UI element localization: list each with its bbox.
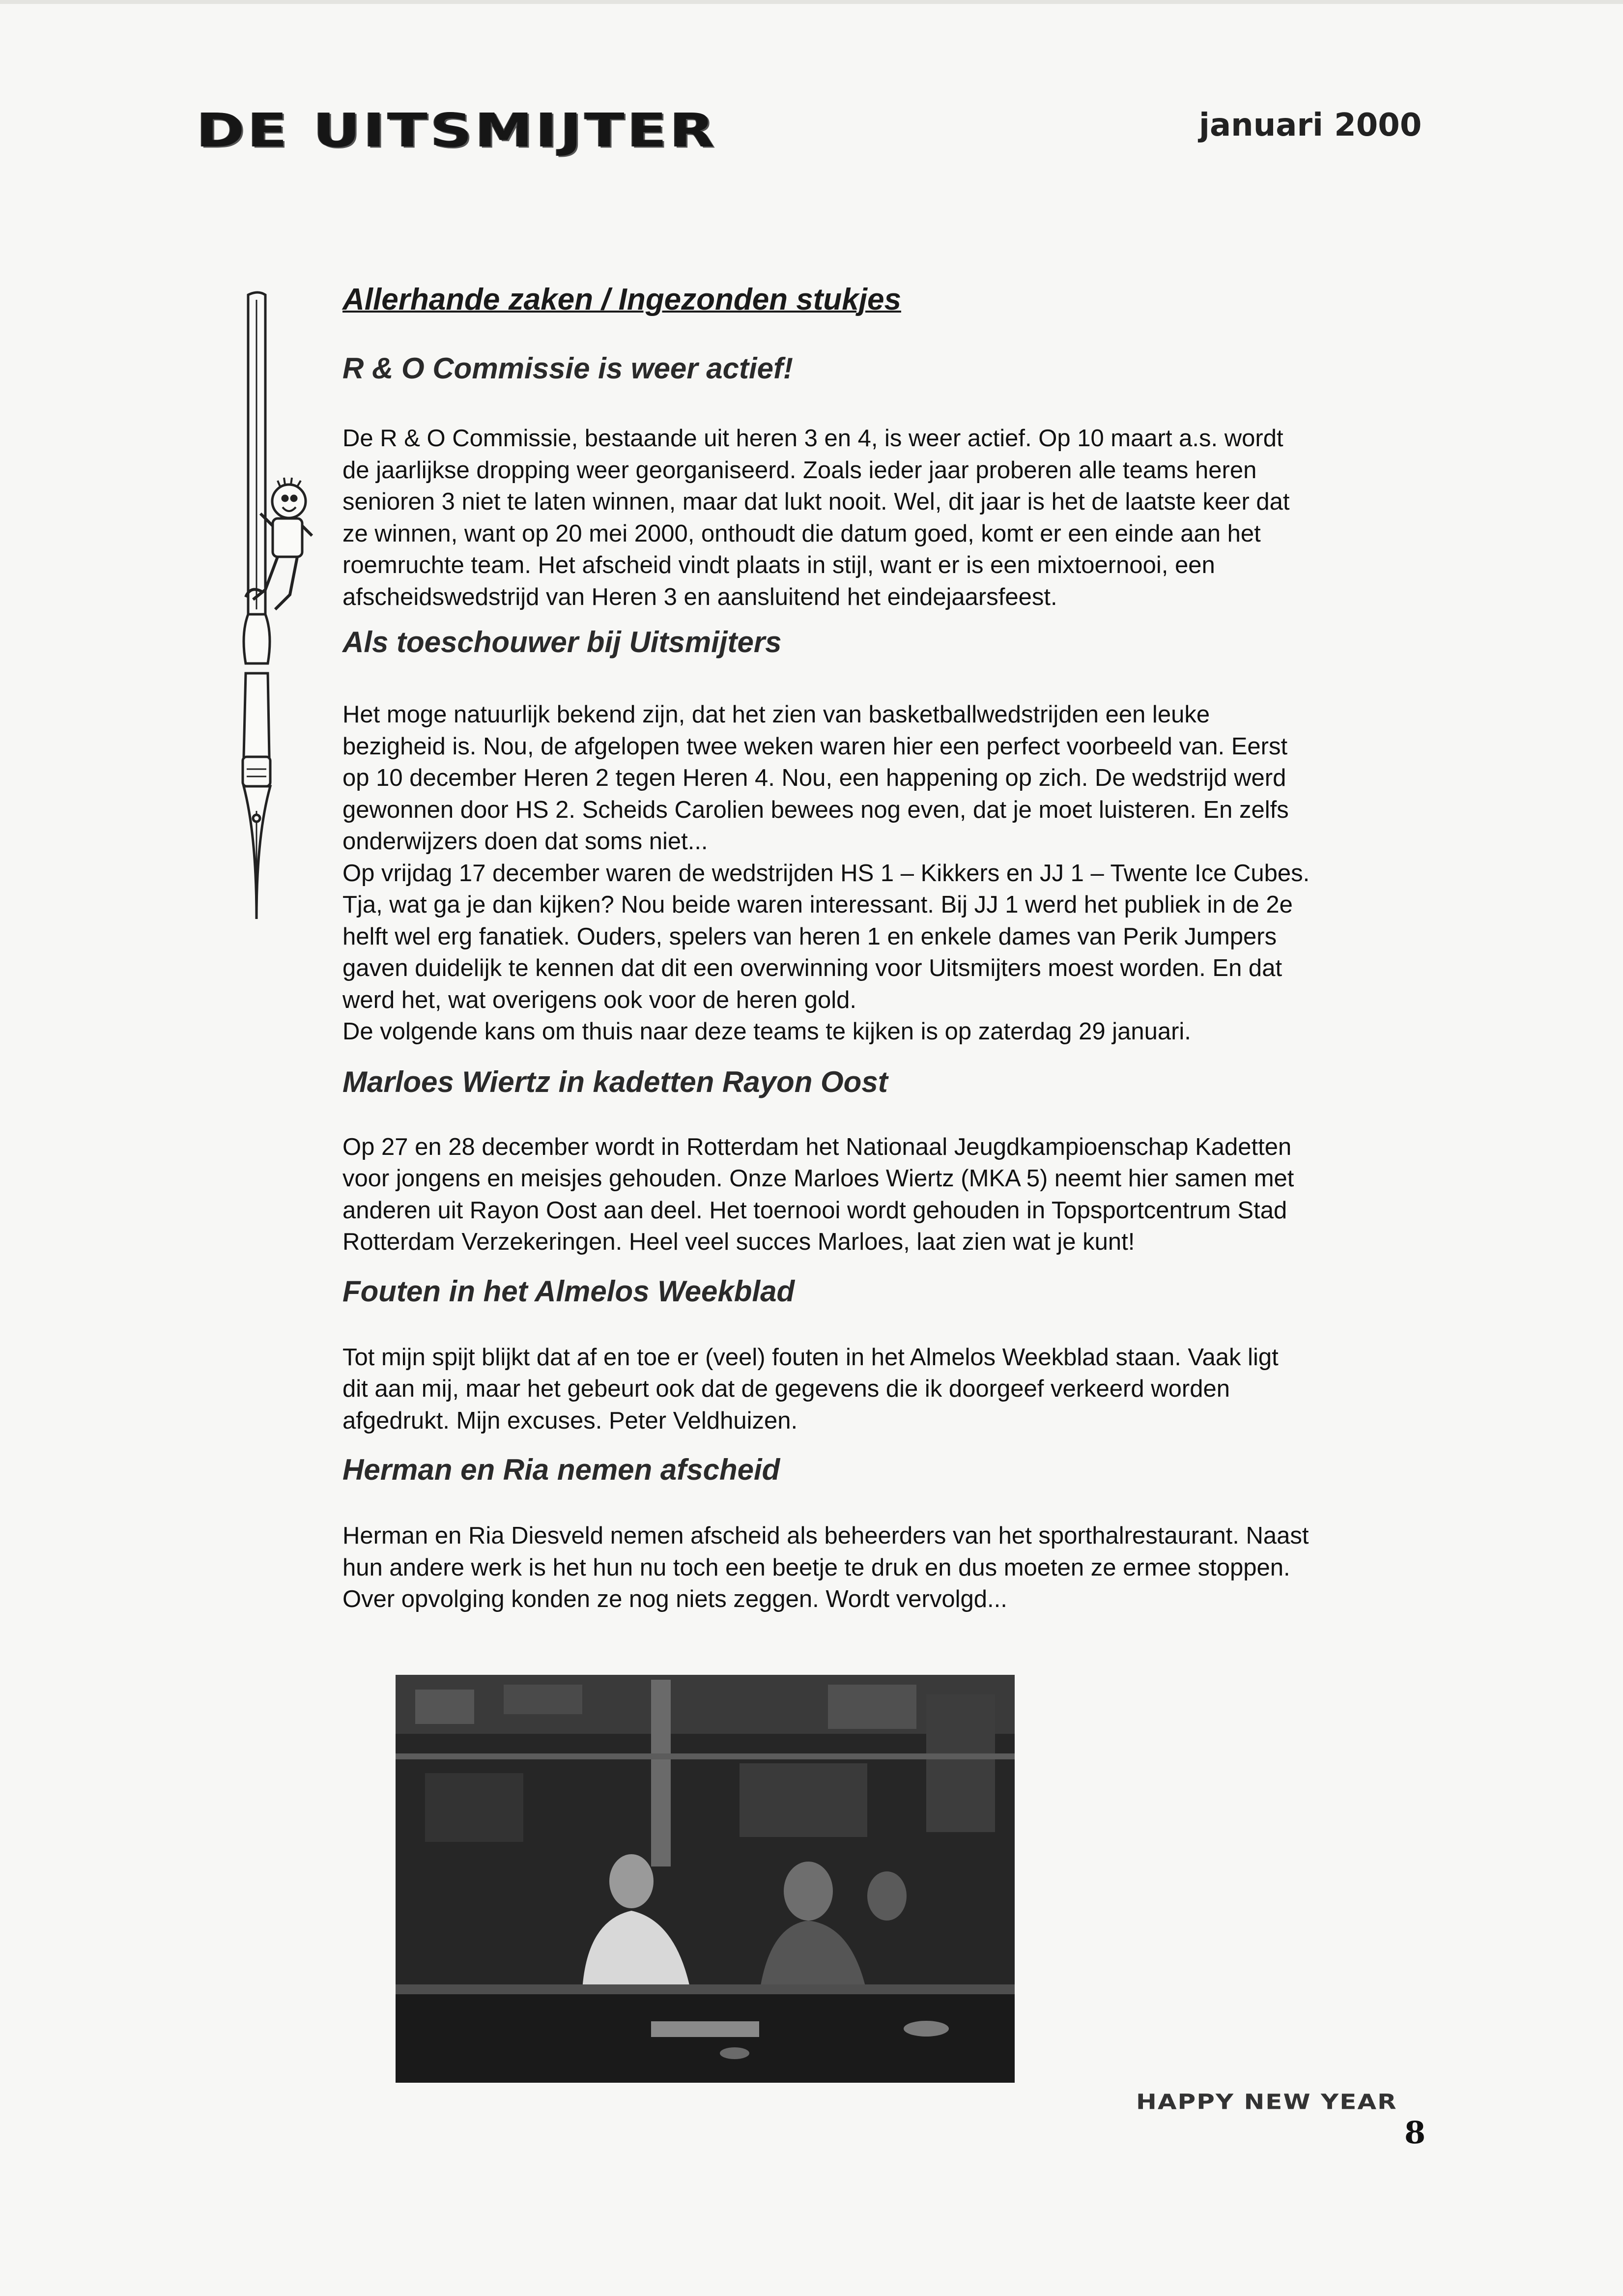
article-title: Herman en Ria nemen afscheid	[342, 1453, 780, 1486]
section-title: Allerhande zaken / Ingezonden stukjes	[342, 283, 901, 316]
restaurant-photo	[396, 1675, 1015, 2083]
text-line: gewonnen door HS 2. Scheids Carolien bewees nog even, dat je moet luisteren. En zelfs	[342, 796, 1289, 823]
text-line: afgedrukt. Mijn excuses. Peter Veldhuizen.	[342, 1407, 798, 1434]
happy-new-year-decoration: HAPPY NEW YEAR	[1136, 2090, 1397, 2114]
text-line: de jaarlijkse dropping weer georganiseerd. Zoals ieder jaar proberen alle teams heren	[342, 457, 1257, 484]
article-body	[342, 699, 1473, 1048]
text-line: dit aan mij, maar het gebeurt ook dat de gegevens die ik doorgeef verkeerd worden	[342, 1376, 1230, 1402]
article-column	[342, 280, 1473, 1615]
text-line: voor jongens en meisjes gehouden. Onze Marloes Wiertz (MKA 5) neemt hier samen met	[342, 1165, 1294, 1192]
text-line: onderwijzers doen dat soms niet...	[342, 828, 708, 855]
text-line: hun andere werk is het hun nu toch een beetje te druk en dus moeten ze ermee stoppen.	[342, 1554, 1290, 1581]
article-title: R & O Commissie is weer actief!	[342, 352, 793, 385]
fountain-pen-illustration	[211, 290, 324, 929]
text-line: roemruchte team. Het afscheid vindt plaats in stijl, want er is een mixtoernooi, een	[342, 552, 1215, 578]
article-title: Fouten in het Almelos Weekblad	[342, 1274, 795, 1308]
scan-edge	[0, 0, 1623, 4]
text-line: senioren 3 niet te laten winnen, maar dat lukt nooit. Wel, dit jaar is het de laatste keer dat	[342, 488, 1290, 515]
text-line: bezigheid is. Nou, de afgelopen twee weken waren hier een perfect voorbeeld van. Eerst	[342, 733, 1288, 760]
text-line: werd het, wat overigens ook voor de heren gold.	[342, 986, 856, 1013]
page-number: 8	[1404, 2115, 1426, 2151]
text-line: helft wel erg fanatiek. Ouders, spelers van heren 1 en enkele dames van Perik Jumpers	[342, 923, 1277, 950]
text-line: De R & O Commissie, bestaande uit heren 3 en 4, is weer actief. Op 10 maart a.s. wordt	[342, 425, 1283, 452]
text-line: Over opvolging konden ze nog niets zeggen. Wordt vervolgd...	[342, 1586, 1007, 1612]
newsletter-masthead: DE UITSMIJTER	[197, 103, 718, 158]
text-line: Op vrijdag 17 december waren de wedstrijden HS 1 – Kikkers en JJ 1 – Twente Ice Cubes.	[342, 860, 1310, 887]
text-line: Tot mijn spijt blijkt dat af en toe er (veel) fouten in het Almelos Weekblad staan. Vaak ligt	[342, 1344, 1279, 1371]
article-title: Als toeschouwer bij Uitsmijters	[342, 626, 782, 659]
text-line: Herman en Ria Diesveld nemen afscheid als beheerders van het sporthalrestaurant. Naast	[342, 1522, 1309, 1549]
text-line: Rotterdam Verzekeringen. Heel veel succes Marloes, laat zien wat je kunt!	[342, 1229, 1135, 1255]
text-line: ze winnen, want op 20 mei 2000, onthoudt die datum goed, komt er een einde aan het	[342, 520, 1261, 547]
text-line: afscheidswedstrijd van Heren 3 en aansluitend het eindejaarsfeest.	[342, 583, 1057, 610]
text-line: Het moge natuurlijk bekend zijn, dat het zien van basketballwedstrijden een leuke	[342, 701, 1210, 728]
article-body	[342, 1342, 1473, 1437]
article-body	[342, 423, 1473, 613]
article-body	[342, 1131, 1473, 1258]
text-line: De volgende kans om thuis naar deze teams te kijken is op zaterdag 29 januari.	[342, 1018, 1191, 1045]
text-line: Op 27 en 28 december wordt in Rotterdam het Nationaal Jeugdkampioenschap Kadetten	[342, 1133, 1292, 1160]
text-line: gaven duidelijk te kennen dat dit een overwinning voor Uitsmijters moest worden. En dat	[342, 955, 1282, 981]
article-title: Marloes Wiertz in kadetten Rayon Oost	[342, 1065, 888, 1098]
text-line: Tja, wat ga je dan kijken? Nou beide waren interessant. Bij JJ 1 werd het publiek in de 2e	[342, 891, 1293, 918]
text-line: anderen uit Rayon Oost aan deel. Het toernooi wordt gehouden in Topsportcentrum Stad	[342, 1197, 1287, 1224]
issue-date: januari 2000	[1199, 107, 1422, 144]
text-line: op 10 december Heren 2 tegen Heren 4. Nou, een happening op zich. De wedstrijd werd	[342, 765, 1286, 791]
article-body	[342, 1520, 1473, 1615]
